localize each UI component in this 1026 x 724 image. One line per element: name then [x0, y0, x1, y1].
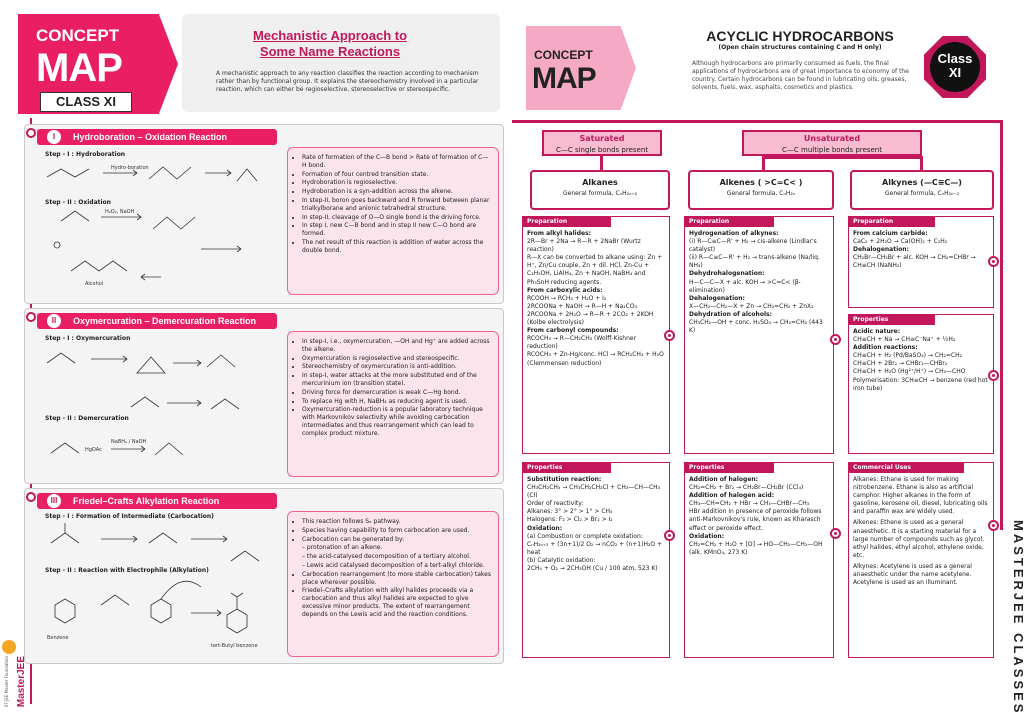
brand-avatar: [2, 640, 16, 654]
right-connector: [1000, 120, 1003, 530]
line: 2RCOONa + 2H₂O → R—R + 2CO₂ + 2KOH (Kolbe electrolysis): [527, 310, 654, 327]
connector-dot: [988, 370, 999, 381]
alkyne-properties-panel: [848, 314, 994, 454]
timeline-dot: [26, 128, 36, 138]
title-line-1: Mechanistic Approach to: [252, 28, 408, 43]
line: Alkynes: Acetylene is used as a general anaesthetic under the name acetylene. Acetylene is used as an illuminant.: [853, 562, 972, 587]
line: Acidic nature:: [853, 328, 901, 335]
line: (i) R—C≡C—R' + H₂ → cis-alkene (Lindlar's catalyst): [689, 238, 817, 254]
line: HBr addition in presence of peroxide follows anti-Markovnikov's rule, known as Kharasch effect or peroxide effect.: [689, 508, 822, 532]
class-badge: Class XI: [930, 42, 980, 92]
right-page: [512, 0, 1024, 724]
line: CH₃—CH=CH₂ + HBr → CH₃—CHBr—CH₃: [689, 500, 810, 508]
panel-heading: Properties: [685, 463, 774, 473]
line: Oxidation:: [527, 524, 563, 532]
note: • In step-II, boron goes backward and R forward between planar trialkylborane and anionic tetrahedral structure.: [302, 197, 492, 213]
note: • Carbocation can be generated by:: [302, 536, 492, 544]
brand-tagline: IIT-JEE Master Foundation: [4, 656, 9, 707]
alkanes-formula: General formula, CₙH₂ₙ₊₂: [563, 190, 637, 197]
panel-body: [523, 227, 669, 371]
hydroboration-scheme: [41, 159, 261, 299]
line: RCOOH → RCH₃ + H₂O + I₂: [527, 294, 607, 302]
line: Hydrogenation of alkynes:: [689, 230, 779, 237]
page-subtitle: (Open chain structures containing C and H only): [718, 44, 882, 51]
timeline-dot: [26, 492, 36, 502]
class-badge: CLASS XI: [40, 92, 132, 112]
panel-heading: Properties: [849, 315, 935, 325]
title-line-2: Some Name Reactions: [259, 44, 401, 59]
section-tab: [37, 129, 277, 145]
panel-heading: Preparation: [685, 217, 774, 227]
connector: [762, 156, 922, 159]
panel-body: [685, 227, 833, 338]
page-title: ACYCLIC HYDROCARBONS: [706, 28, 894, 44]
alkenes-formula: General formula, CₙH₂ₙ: [726, 190, 796, 197]
line: CH₃CH₂CH₃ → CH₃CH₂CH₂Cl + CH₃—CH—CH₃ (Cl): [527, 484, 661, 500]
note: • Friedel–Crafts alkylation with alkyl halides proceeds via a carbocation and thus alkyl halides are expected to give excessive minor products. The extent of rearrangement depends on the Lewis acid and the reaction conditions.: [302, 587, 492, 618]
note: • This reaction follows Sₑ pathway.: [302, 518, 492, 526]
line: Halogens: F₂ > Cl₂ > Br₂ > I₂: [527, 516, 613, 524]
unsaturated-label: Unsaturated: [803, 134, 861, 143]
page-title: [220, 28, 440, 60]
header-description: A mechanistic approach to any reaction classifies the reaction according to mechanism rather than by functional group. It explains the stereochemistry involved in a particular reaction, which can either be regioselective, stereoselective or stereospecific.: [216, 70, 479, 94]
benzene-label: Benzene: [47, 635, 69, 641]
line: CH≡CH + 2Br₂ → CHBr₂—CHBr₂: [853, 360, 948, 368]
line: Dehalogenation:: [689, 294, 745, 302]
brand-logo-text: MasterJEE: [16, 656, 27, 708]
page-description: Although hydrocarbons are primarily consumed as fuels, the final applications of hydrocarbons are of great importance to economy of the country. Certain hydrocarbons can be found in lubricating oils, greases, solvents, fuels, wax, asphalts, cosmetics and plastics.: [692, 60, 909, 92]
note: • Carbocation rearrangement (to more stable carbocation) takes place wherever possible.: [302, 571, 492, 587]
alkynes-box: [850, 170, 994, 210]
alkanes-title: Alkanes: [582, 178, 618, 187]
section-number: III: [47, 494, 61, 508]
note: • Species having capability to form carbocation are used.: [302, 527, 492, 535]
section-tab: [37, 313, 277, 329]
line: CH₂Br—CH₂Br + alc. KOH → CH₂=CHBr → CH≡CH (NaNH₂): [853, 254, 976, 270]
connector-dot: [988, 520, 999, 531]
line: Addition of halogen acid:: [689, 492, 775, 500]
note: • In step-I, water attacks at the more substituted end of the mercurinium ion (transition state).: [302, 372, 492, 388]
alkene-preparation-panel: [684, 216, 834, 454]
panel-heading: Properties: [523, 463, 611, 473]
note: – Lewis acid catalysed decomposition of a tert-alkyl chloride.: [302, 561, 485, 569]
section-title: Friedel–Crafts Alkylation Reaction: [73, 496, 220, 506]
tbutyl-label: tert-Butyl benzene: [211, 643, 258, 649]
note: • In step I, new C—B bond and in step II new C—O bond are formed.: [302, 222, 492, 238]
step-1-label: Step - I : Oxymercuration: [45, 335, 131, 342]
note: • Hydroboration is a syn-addition across the alkene.: [302, 188, 492, 196]
line: From carboxylic acids:: [527, 286, 603, 294]
note: • The net result of this reaction is addition of water across the double bond.: [302, 239, 492, 255]
hgoac-label: HgOAc: [85, 447, 102, 453]
timeline-dot: [26, 312, 36, 322]
connector: [600, 156, 603, 170]
panel-heading: Preparation: [849, 217, 935, 227]
alcohol-label: Alcohol: [85, 281, 104, 287]
note: • Driving force for demercuration is weak C—Hg bond.: [302, 389, 492, 397]
line: CH≡CH + H₂O (Hg²⁺/H⁺) → CH₃—CHO: [853, 368, 966, 376]
line: Dehydration of alcohols:: [689, 310, 772, 318]
panel-heading: Preparation: [523, 217, 611, 227]
commercial-uses-panel: [848, 462, 994, 658]
line: Dehydrohalogenation:: [689, 270, 765, 278]
connector-dot: [988, 256, 999, 267]
step-1-label: Step - I : Hydroboration: [45, 151, 126, 158]
unsaturated-desc: C—C multiple bonds present: [782, 146, 882, 154]
line: RCOCH₃ + Zn-Hg/conc. HCl → RCH₂CH₃ + H₂O (Clemmensen reduction): [527, 351, 664, 367]
line: Dehalogenation:: [853, 246, 909, 254]
section-title: Oxymercuration – Demercuration Reaction: [73, 316, 257, 326]
line: CH₂=CH₂ + Br₂ → CH₂Br—CH₂Br (CCl₄): [689, 484, 804, 492]
friedel-crafts-scheme: [41, 521, 267, 661]
line: (ii) R—C≡C—R' + H₂ → trans-alkene (Na/liq. NH₃): [689, 254, 820, 270]
line: From carbonyl compounds:: [527, 327, 619, 335]
panel-body: [685, 473, 833, 560]
note: • Oxymercuration is regioselective and stereospecific.: [302, 355, 492, 363]
alkynes-title: Alkynes (—C≡C—): [882, 178, 962, 187]
hydroboration-notes: [287, 147, 499, 295]
concept-label: CONCEPT: [36, 26, 120, 45]
line: CH≡CH + Na → CH≡C⁻Na⁺ + ½H₂: [853, 336, 956, 344]
line: Polymerisation: 3CH≡CH → benzene (red hot iron tube): [853, 376, 988, 392]
alkenes-box: [688, 170, 834, 210]
alkene-properties-panel: [684, 462, 834, 658]
alkane-preparation-panel: [522, 216, 670, 454]
unsaturated-ribbon: [742, 130, 922, 156]
line: Addition of halogen:: [689, 476, 759, 483]
brand-side: [2, 640, 32, 724]
panel-heading: Commercial Uses: [849, 463, 964, 473]
note: • Hydroboration is regioselective.: [302, 179, 492, 187]
section-oxymercuration: [24, 308, 504, 484]
panel-body: [849, 227, 993, 273]
line: CH₃CH₂—OH + conc. H₂SO₄ → CH₂=CH₂ (443 K): [689, 319, 823, 335]
line: CH₂=CH₂ + H₂O + [O] → HO—CH₂—CH₂—OH (alk. KMnO₄, 273 K): [689, 540, 823, 556]
connector-dot: [664, 530, 675, 541]
line: CₙH₂ₙ₊₂ + (3n+1)/2 O₂ → nCO₂ + (n+1)H₂O + heat: [527, 540, 663, 556]
saturated-ribbon: [542, 130, 662, 156]
saturated-desc: C—C single bonds present: [555, 146, 649, 154]
alkynes-formula: General formula, CₙH₂ₙ₋₂: [885, 190, 959, 197]
alkane-properties-panel: [522, 462, 670, 658]
line: Order of reactivity:: [527, 500, 584, 508]
oxymercuration-notes: [287, 331, 499, 477]
concept-label: CONCEPT: [534, 48, 593, 62]
map-label: MAP: [36, 46, 122, 90]
line: R—X can be converted to alkane using: Zn + H⁺, Zn/Cu couple, Zn + dil. HCl, Zn-Cu + C₂H₅OH, LiAlH₄, Zn + NaOH, NaBH₄ and Ph₃SnH reducing agents.: [527, 254, 663, 286]
line: CH≡CH + H₂ (Pd/BaSO₄) → CH₂=CH₂: [853, 352, 963, 360]
line: Alkanes: 3° > 2° > 1° > CH₄: [527, 508, 613, 516]
oxid-label: H₂O₂, NaOH: [105, 209, 135, 215]
connector-dot: [830, 334, 841, 345]
line: 2CH₄ + O₂ → 2CH₃OH (Cu / 100 atm, 523 K): [527, 565, 658, 573]
line: (b) Catalytic oxidation:: [527, 556, 596, 564]
alkyne-preparation-panel: [848, 216, 994, 308]
line: X—CH₂—CH₂—X + Zn → CH₂=CH₂ + ZnX₂: [689, 302, 814, 310]
line: 2RCOONa + NaOH → R—H + Na₂CO₃: [527, 302, 637, 310]
step-2-label: Step - II : Oxidation: [45, 199, 111, 206]
panel-body: [849, 473, 993, 590]
alkanes-box: [530, 170, 670, 210]
note: • To replace Hg with H, NaBH₄ as reducing agent is used.: [302, 398, 492, 406]
line: Alkanes: Ethane is used for making nitrobenzene. Ethane is also as artificial camphor. Higher alkanes in the form of gasoline, kerosene oil, diesel, lubricating oils and paraffin wax are widely used.: [853, 476, 988, 516]
connector-dot: [830, 528, 841, 539]
note: • Oxymercuration-reduction is a popular laboratory technique with Markovnikov selectivity while avoiding carbocation intermediates and thus rearrangement which can lead to complex product mixture.: [302, 406, 492, 437]
brand-vertical: MASTERJEE CLASSES: [1011, 520, 1026, 716]
note: • Rate of formation of the C—B bond > Rate of formation of C—H bond.: [302, 154, 492, 170]
panel-body: [849, 325, 993, 396]
saturated-label: Saturated: [579, 134, 625, 143]
line: 2R—Br + 2Na → R—R + 2NaBr (Wurtz reaction): [527, 238, 641, 254]
section-title: Hydroboration – Oxidation Reaction: [73, 132, 228, 142]
line: From alkyl halides:: [527, 230, 592, 237]
step-2-label: Step - II : Reaction with Electrophile (Alkylation): [45, 567, 209, 574]
left-page: [0, 0, 512, 724]
line: H—C—C—X + alc. KOH → >C=C< (β-elimination): [689, 278, 801, 294]
oxymercuration-scheme: [41, 343, 261, 479]
section-friedel-crafts: [24, 488, 504, 664]
note: • In step-II, cleavage of O—O single bond is the driving force.: [302, 214, 492, 222]
note: – the acid-catalysed decomposition of a tertiary alcohol.: [302, 553, 471, 561]
nabh4-label: NaBH₄ / NaOH: [111, 439, 147, 445]
line: Oxidation:: [689, 532, 725, 540]
step-2-label: Step - II : Demercuration: [45, 415, 129, 422]
line: Addition reactions:: [853, 344, 918, 352]
step-1-label: Step - I : Formation of Intermediate (Carbocation): [45, 513, 214, 520]
alkenes-title: Alkenes ( >C=C< ): [719, 178, 803, 187]
line: CaC₂ + 2H₂O → Ca(OH)₂ + C₂H₂: [853, 238, 948, 246]
friedel-crafts-notes: [287, 511, 499, 657]
section-tab: [37, 493, 277, 509]
line: Substitution reaction:: [527, 476, 602, 483]
note: • Stereochemistry of oxymercuration is anti-addition.: [302, 363, 492, 371]
line: RCOCH₃ → R—CH₂CH₃ (Wolff-Kishner reduction): [527, 335, 637, 351]
note: – protonation of an alkene.: [302, 544, 383, 552]
section-number: II: [47, 314, 61, 328]
hydro-label: Hydro-boration: [111, 165, 149, 171]
panel-body: [523, 473, 669, 576]
line: (a) Combustion or complete oxidation:: [527, 532, 643, 540]
note: • In step-I, i.e., oxymercuration, —OH and Hg⁺ are added across the alkene.: [302, 338, 492, 354]
top-connector: [512, 120, 1002, 123]
map-label: MAP: [532, 62, 596, 95]
line: From calcium carbide:: [853, 230, 928, 237]
section-hydroboration: [24, 124, 504, 304]
line: Alkenes: Ethene is used as a general anaesthetic. It is a starting material for a large number of compounds such as glycol, ethyl halides, ethyl alcohol, ethylene oxide, etc.: [853, 519, 985, 559]
connector-dot: [664, 330, 675, 341]
section-number: I: [47, 130, 61, 144]
note: • Formation of four centred transition state.: [302, 171, 492, 179]
